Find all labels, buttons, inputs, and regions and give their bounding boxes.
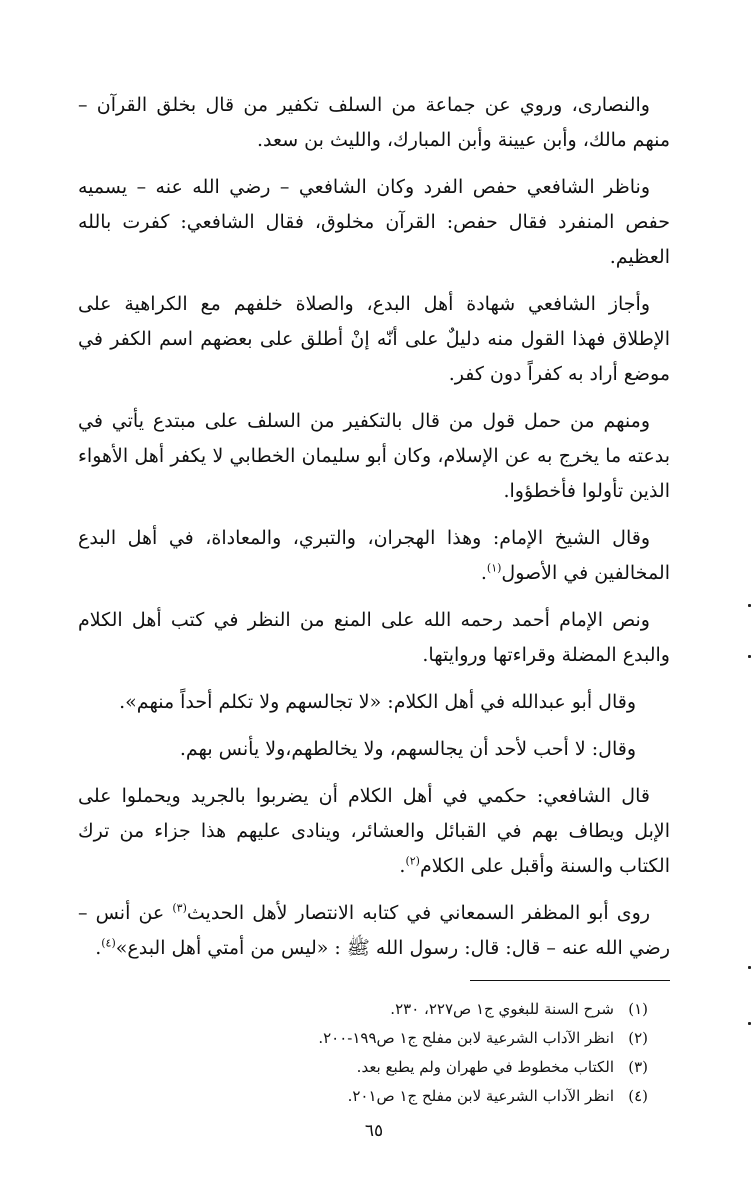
scan-edge-mark	[748, 604, 751, 607]
paragraph-4: ومنهم من حمل قول من قال بالتكفير من السلف على مبتدع يأتي في بدعته ما يخرج به عن الإسلام، وكان أبو سليمان الخطابي لا يكفر أهل الأهواء الذين تأولوا فأخطؤوا.	[78, 410, 670, 502]
paragraph-7: وقال أبو عبدالله في أهل الكلام: «لا تجالسهم ولا تكلم أحداً منهم».	[119, 691, 636, 713]
footnote-ref-4: (٤)	[101, 936, 116, 950]
paragraph-2: وناظر الشافعي حفص الفرد وكان الشافعي – رضي الله عنه – يسميه حفص المنفرد فقال حفص: القرآن مخلوق، فقال الشافعي: كفرت بالله العظيم.	[78, 176, 670, 268]
footnote-number: (٣)	[628, 1058, 648, 1076]
paragraph-5-text: وقال الشيخ الإمام: وهذا الهجران، والتبري، والمعاداة، في أهل البدع المخالفين في الأصول	[78, 527, 670, 584]
footnote-number: (٤)	[628, 1087, 648, 1105]
footnote-number: (١)	[628, 1000, 648, 1018]
paragraph-5	[78, 521, 670, 591]
footnote-3	[78, 1053, 648, 1082]
footnote-ref-2: (٢)	[405, 854, 420, 868]
page-body	[78, 88, 670, 1141]
footnote-divider	[470, 980, 670, 981]
footnote-text: شرح السنة للبغوي ج١ ص٢٢٧، ٢٣٠.	[390, 1000, 614, 1018]
paragraph-9-end: .	[399, 855, 406, 877]
page-number: ٦٥	[364, 1121, 384, 1141]
scan-edge-mark	[748, 655, 751, 658]
paragraph-9	[78, 779, 670, 884]
paragraph-10-end: .	[95, 937, 102, 959]
footnote-text: انظر الآداب الشرعية لابن مفلح ج١ ص١٩٩-٢٠٠.	[318, 1029, 614, 1047]
paragraph-1: والنصارى، وروي عن جماعة من السلف تكفير من قال بخلق القرآن – منهم مالك، وأبن عيينة وأبن المبارك، والليث بن سعد.	[78, 94, 670, 151]
footnote-1	[78, 995, 648, 1024]
paragraph-10-text-b: عن أنس – رضي الله عنه – قال: قال: رسول الله ﷺ : «ليس من أمتي أهل البدع»	[78, 902, 670, 959]
footnote-ref-3: (٣)	[172, 901, 187, 915]
footnote-4	[78, 1082, 648, 1111]
footnote-number: (٢)	[628, 1029, 648, 1047]
footnote-2	[78, 1024, 648, 1053]
footnote-text: الكتاب مخطوط في طهران ولم يطبع بعد.	[356, 1058, 614, 1076]
footnote-ref-1: (١)	[486, 561, 502, 575]
paragraph-5-end: .	[480, 562, 487, 584]
scan-edge-mark	[748, 966, 751, 969]
footnotes	[78, 995, 648, 1111]
paragraph-10	[78, 896, 670, 966]
paragraph-9-text: قال الشافعي: حكمي في أهل الكلام أن يضربوا بالجريد ويحملوا على الإبل ويطاف بهم في القبائل والعشائر، وينادى عليهم هذا جزاء من ترك الكتاب والسنة وأقبل على الكلام	[78, 785, 670, 877]
paragraph-6: ونص الإمام أحمد رحمه الله على المنع من النظر في كتب أهل الكلام والبدع المضلة وقراءتها وروايتها.	[78, 609, 670, 666]
footnote-text: انظر الآداب الشرعية لابن مفلح ج١ ص٢٠١.	[347, 1087, 614, 1105]
paragraph-8: وقال: لا أحب لأحد أن يجالسهم، ولا يخالطهم،ولا يأنس بهم.	[179, 738, 636, 760]
paragraph-10-text-a: روى أبو المظفر السمعاني في كتابه الانتصار لأهل الحديث	[186, 902, 650, 924]
scan-edge-mark	[748, 1022, 751, 1025]
paragraph-3: وأجاز الشافعي شهادة أهل البدع، والصلاة خلفهم مع الكراهية على الإطلاق فهذا القول منه دليلٌ على أنّه إنْ أطلق على بعضهم اسم الكفر في موضع أراد به كفراً دون كفر.	[78, 293, 670, 385]
